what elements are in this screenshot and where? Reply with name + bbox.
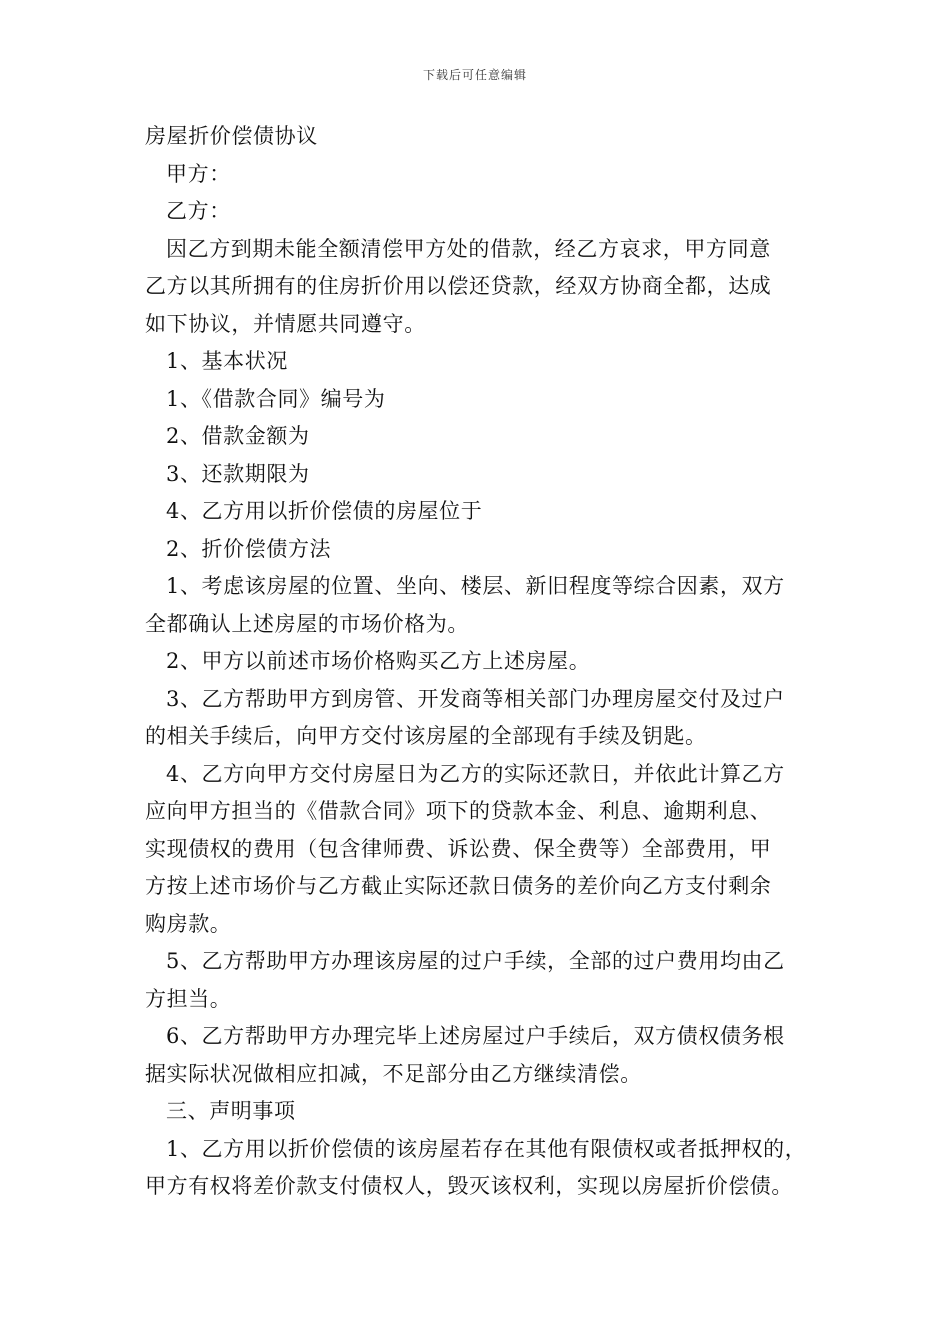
text-line: 应向甲方担当的《借款合同》项下的贷款本金、利息、逾期利息、 <box>145 799 772 823</box>
text-line: 实现债权的费用（包含律师费、诉讼费、保全费等）全部费用，甲 <box>145 836 772 861</box>
text-line: 1、乙方用以折价偿债的该房屋若存在其他有限债权或者抵押权的， <box>166 1136 807 1161</box>
section-heading: 2、折价偿债方法 <box>166 536 332 561</box>
section-heading: 三、声明事项 <box>166 1099 296 1123</box>
text-line: 4、乙方用以折价偿债的房屋位于 <box>166 499 483 523</box>
text-line: 全都确认上述房屋的市场价格为。 <box>145 611 469 636</box>
text-line: 2、借款金额为 <box>166 424 310 448</box>
document-body <box>145 118 807 1206</box>
text-line: 方按上述市场价与乙方截止实际还款日债务的差价向乙方支付剩余 <box>145 874 772 898</box>
text-line: 的相关手续后，向甲方交付该房屋的全部现有手续及钥匙。 <box>145 724 707 748</box>
party-b-line: 乙方： <box>166 199 231 223</box>
text-line: 4、乙方向甲方交付房屋日为乙方的实际还款日，并依此计算乙方 <box>166 761 785 786</box>
text-line: 如下协议，并情愿共同遵守。 <box>145 311 426 336</box>
text-line: 乙方以其所拥有的住房折价用以偿还贷款，经双方协商全都，达成 <box>145 274 772 298</box>
text-line: 2、甲方以前述市场价格购买乙方上述房屋。 <box>166 649 591 673</box>
text-line: 1、《借款合同》编号为 <box>166 386 386 411</box>
text-line: 6、乙方帮助甲方办理完毕上述房屋过户手续后，双方债权债务根 <box>166 1024 785 1048</box>
text-line: 5、乙方帮助甲方办理该房屋的过户手续，全部的过户费用均由乙 <box>166 949 785 973</box>
text-line: 3、还款期限为 <box>166 461 310 486</box>
text-line: 购房款。 <box>145 911 232 936</box>
text-line: 甲方有权将差价款支付债权人，毁灭该权利，实现以房屋折价偿债。 <box>145 1174 793 1198</box>
text-line: 3、乙方帮助甲方到房管、开发商等相关部门办理房屋交付及过户 <box>166 686 785 711</box>
text-line: 据实际状况做相应扣减，不足部分由乙方继续清偿。 <box>145 1061 642 1086</box>
text-line: 1、考虑该房屋的位置、坐向、楼层、新旧程度等综合因素，双方 <box>166 574 785 598</box>
document-title: 房屋折价偿债协议 <box>145 124 318 148</box>
header-note: 下载后可任意编辑 <box>422 68 527 82</box>
section-heading: 1、基本状况 <box>166 349 288 373</box>
text-line: 方担当。 <box>145 986 232 1011</box>
party-a-line: 甲方： <box>166 161 231 186</box>
text-line: 因乙方到期未能全额清偿甲方处的借款，经乙方哀求，甲方同意 <box>166 236 771 261</box>
